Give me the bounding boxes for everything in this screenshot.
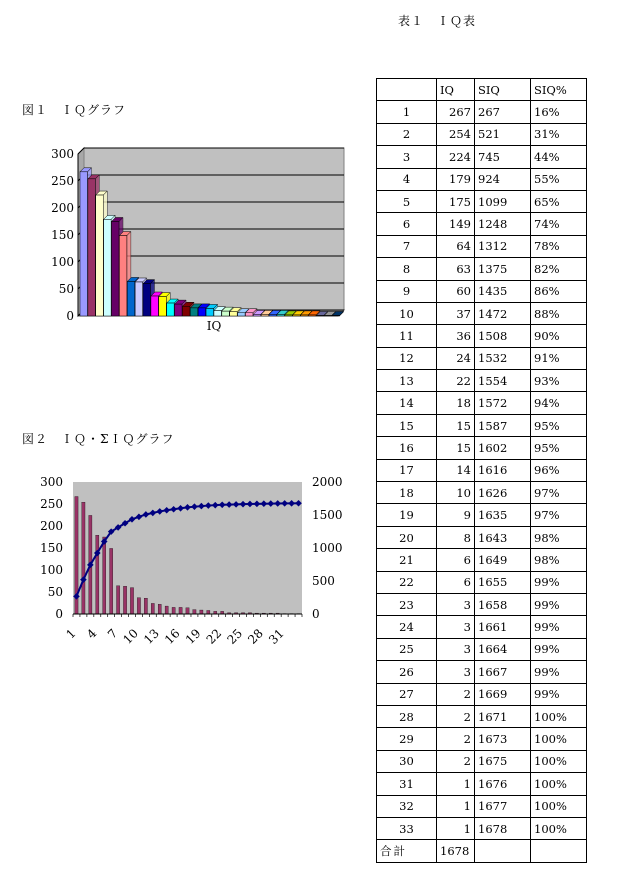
table-row <box>377 325 587 347</box>
table-cell: 99% <box>531 571 587 593</box>
table-cell: 18 <box>437 392 475 414</box>
table-cell: 1375 <box>475 258 531 280</box>
bar <box>123 586 126 614</box>
table-cell: 30 <box>377 750 437 772</box>
table-cell: 1602 <box>475 437 531 459</box>
table-row <box>377 235 587 257</box>
table-row <box>377 817 587 839</box>
y-tick-label: 0 <box>55 607 63 621</box>
table-header-cell: SIQ% <box>531 79 587 101</box>
table-cell: 521 <box>475 123 531 145</box>
figure1-title: 図１ ＩＱグラフ <box>22 103 127 117</box>
table-row <box>377 347 587 369</box>
table-cell: 60 <box>437 280 475 302</box>
y-tick-label: 200 <box>51 201 74 215</box>
table-cell: 3 <box>437 638 475 660</box>
table-cell: 20 <box>377 526 437 548</box>
table-cell: 10 <box>437 482 475 504</box>
table-cell: 267 <box>475 101 531 123</box>
table-cell: 179 <box>437 168 475 190</box>
x-axis-label: IQ <box>206 319 222 333</box>
y-tick-label: 300 <box>51 147 74 161</box>
table-row <box>377 773 587 795</box>
table-cell: 100% <box>531 705 587 727</box>
table-cell: 3 <box>377 146 437 168</box>
table-cell: 22 <box>437 370 475 392</box>
table-cell: 100% <box>531 728 587 750</box>
table-cell: 8 <box>377 258 437 280</box>
x-tick-label: 4 <box>84 626 100 642</box>
table-cell: 97% <box>531 504 587 526</box>
table-cell: 1587 <box>475 414 531 436</box>
table-cell: 175 <box>437 190 475 212</box>
table-cell: 2 <box>437 705 475 727</box>
y-tick-label: 100 <box>40 563 63 577</box>
table-row <box>377 795 587 817</box>
table-cell: 1667 <box>475 661 531 683</box>
table-cell: 100% <box>531 773 587 795</box>
table-cell: 2 <box>437 683 475 705</box>
bar <box>158 604 161 614</box>
y-tick-label: 200 <box>40 519 63 533</box>
table-row <box>377 728 587 750</box>
table-cell: 224 <box>437 146 475 168</box>
x-tick-label: 28 <box>245 626 266 647</box>
table-cell: 1677 <box>475 795 531 817</box>
y-tick-label: 250 <box>40 497 63 511</box>
table-cell: 1616 <box>475 459 531 481</box>
table-row <box>377 123 587 145</box>
table-cell: 95% <box>531 414 587 436</box>
table-cell: 1435 <box>475 280 531 302</box>
table-cell: 27 <box>377 683 437 705</box>
table-cell: 4 <box>377 168 437 190</box>
table-row <box>377 101 587 123</box>
bar <box>151 603 154 614</box>
table-cell: 267 <box>437 101 475 123</box>
table-cell: 98% <box>531 526 587 548</box>
table-row <box>377 414 587 436</box>
table-cell: 24 <box>377 616 437 638</box>
table-row <box>377 190 587 212</box>
table-cell: 1635 <box>475 504 531 526</box>
y2-tick-label: 0 <box>312 607 320 621</box>
table-cell: 15 <box>437 414 475 436</box>
table-cell: 28 <box>377 705 437 727</box>
x-tick-label: 10 <box>120 626 142 647</box>
table-cell: 98% <box>531 549 587 571</box>
table-cell: 91% <box>531 347 587 369</box>
table-cell: 64 <box>437 235 475 257</box>
table-row <box>377 213 587 235</box>
table-cell: 99% <box>531 638 587 660</box>
table-cell: 149 <box>437 213 475 235</box>
table-cell: 14 <box>437 459 475 481</box>
x-tick-label: 19 <box>182 626 204 647</box>
table-cell: 1649 <box>475 549 531 571</box>
table-cell: 924 <box>475 168 531 190</box>
table-cell: 78% <box>531 235 587 257</box>
plot-area <box>73 482 302 614</box>
table-cell: 100% <box>531 795 587 817</box>
bar <box>165 606 168 614</box>
table-cell: 1572 <box>475 392 531 414</box>
table-cell: 1664 <box>475 638 531 660</box>
table-cell: 2 <box>377 123 437 145</box>
table-cell: 37 <box>437 302 475 324</box>
table-row <box>377 146 587 168</box>
table-cell: 99% <box>531 661 587 683</box>
table-cell: 1643 <box>475 526 531 548</box>
y-tick-label: 300 <box>40 475 63 489</box>
table-row <box>377 638 587 660</box>
table-cell: 1626 <box>475 482 531 504</box>
table-row <box>377 370 587 392</box>
bar <box>193 610 196 614</box>
table-title: 表１ ＩＱ表 <box>398 14 477 28</box>
table-cell: 1472 <box>475 302 531 324</box>
table-row <box>377 526 587 548</box>
table-cell: 18 <box>377 482 437 504</box>
table-cell: 1312 <box>475 235 531 257</box>
table-cell: 2 <box>437 750 475 772</box>
total-value: 1678 <box>437 840 475 862</box>
table-cell: 3 <box>437 593 475 615</box>
table-row <box>377 705 587 727</box>
table-cell: 1508 <box>475 325 531 347</box>
table-cell: 1 <box>437 773 475 795</box>
table-row <box>377 280 587 302</box>
table-row <box>377 593 587 615</box>
bar <box>186 608 189 614</box>
table-row <box>377 750 587 772</box>
bar <box>144 598 147 614</box>
table-cell: 99% <box>531 593 587 615</box>
table-row <box>377 459 587 481</box>
table-cell: 33 <box>377 817 437 839</box>
table-cell: 1 <box>437 817 475 839</box>
table-cell: 254 <box>437 123 475 145</box>
table-cell: 1532 <box>475 347 531 369</box>
table-row <box>377 616 587 638</box>
table-cell: 96% <box>531 459 587 481</box>
table-cell: 1248 <box>475 213 531 235</box>
table-header-cell: SIQ <box>475 79 531 101</box>
table-row <box>377 302 587 324</box>
bar <box>82 502 85 614</box>
table-cell: 65% <box>531 190 587 212</box>
table-row <box>377 437 587 459</box>
table-cell: 97% <box>531 482 587 504</box>
table-cell: 55% <box>531 168 587 190</box>
table-cell: 44% <box>531 146 587 168</box>
table-cell: 22 <box>377 571 437 593</box>
table-cell: 16% <box>531 101 587 123</box>
table-cell: 1673 <box>475 728 531 750</box>
table-cell: 19 <box>377 504 437 526</box>
table-cell: 90% <box>531 325 587 347</box>
table-header-row <box>377 79 587 101</box>
table-cell: 24 <box>437 347 475 369</box>
table-cell: 26 <box>377 661 437 683</box>
x-tick-label: 22 <box>203 626 225 647</box>
y2-tick-label: 500 <box>312 574 335 588</box>
x-tick-label: 7 <box>104 626 121 642</box>
table-cell: 15 <box>437 437 475 459</box>
table-cell: 1675 <box>475 750 531 772</box>
iq-table <box>376 78 587 863</box>
table-cell: 1678 <box>475 817 531 839</box>
table-cell: 100% <box>531 817 587 839</box>
table-cell: 82% <box>531 258 587 280</box>
x-tick-label: 16 <box>161 626 183 647</box>
table-cell: 21 <box>377 549 437 571</box>
y-tick-label: 50 <box>47 585 63 599</box>
y2-tick-label: 1000 <box>312 541 343 555</box>
y-tick-label: 0 <box>66 309 74 323</box>
y2-tick-label: 1500 <box>312 508 343 522</box>
table-cell: 5 <box>377 190 437 212</box>
bar <box>137 598 140 614</box>
x-tick-label: 25 <box>224 626 246 647</box>
table-cell: 14 <box>377 392 437 414</box>
table-cell: 9 <box>377 280 437 302</box>
bar <box>96 535 99 614</box>
table-cell: 99% <box>531 616 587 638</box>
table-cell: 745 <box>475 146 531 168</box>
bar <box>110 548 113 614</box>
table-row <box>377 392 587 414</box>
table-cell: 94% <box>531 392 587 414</box>
x-tick-label: 31 <box>266 626 287 647</box>
table-cell: 6 <box>437 571 475 593</box>
table-cell: 1658 <box>475 593 531 615</box>
y-tick-label: 100 <box>51 255 74 269</box>
table-row <box>377 504 587 526</box>
x-tick-label: 1 <box>63 626 79 642</box>
table-cell: 99% <box>531 683 587 705</box>
table-cell <box>531 840 587 862</box>
table-header-cell <box>377 79 437 101</box>
y-tick-label: 150 <box>51 228 74 242</box>
table-cell: 100% <box>531 750 587 772</box>
table-cell: 74% <box>531 213 587 235</box>
table-cell: 25 <box>377 638 437 660</box>
y-tick-label: 250 <box>51 174 74 188</box>
table-cell: 12 <box>377 347 437 369</box>
table-cell: 1661 <box>475 616 531 638</box>
table-cell: 6 <box>437 549 475 571</box>
y-tick-label: 50 <box>58 282 74 296</box>
bar <box>103 537 106 614</box>
total-label: 合計 <box>377 840 437 862</box>
table-cell: 1669 <box>475 683 531 705</box>
iq-cumulative-chart <box>0 0 370 660</box>
table-cell: 6 <box>377 213 437 235</box>
bar <box>117 586 120 614</box>
table-cell: 63 <box>437 258 475 280</box>
table-cell: 23 <box>377 593 437 615</box>
table-cell: 16 <box>377 437 437 459</box>
y-tick-label: 150 <box>40 541 63 555</box>
table-cell: 3 <box>437 616 475 638</box>
table-row <box>377 168 587 190</box>
table-row <box>377 549 587 571</box>
table-cell: 1554 <box>475 370 531 392</box>
table-cell: 36 <box>437 325 475 347</box>
table-cell: 31 <box>377 773 437 795</box>
table-cell: 29 <box>377 728 437 750</box>
table-cell: 95% <box>531 437 587 459</box>
table-cell: 7 <box>377 235 437 257</box>
table-cell: 2 <box>437 728 475 750</box>
table-cell: 3 <box>437 661 475 683</box>
table-cell: 8 <box>437 526 475 548</box>
bar <box>172 607 175 614</box>
table-row <box>377 661 587 683</box>
table-cell: 9 <box>437 504 475 526</box>
table-cell: 10 <box>377 302 437 324</box>
table-total-row <box>377 840 587 862</box>
table-cell: 31% <box>531 123 587 145</box>
table-cell: 1676 <box>475 773 531 795</box>
table-cell: 1 <box>437 795 475 817</box>
bar <box>207 610 210 614</box>
table-cell: 11 <box>377 325 437 347</box>
bar <box>130 588 133 614</box>
bar <box>200 610 203 614</box>
table-cell: 93% <box>531 370 587 392</box>
table-row <box>377 571 587 593</box>
table-cell: 1 <box>377 101 437 123</box>
table-cell: 1099 <box>475 190 531 212</box>
bar <box>179 607 182 614</box>
table-cell: 17 <box>377 459 437 481</box>
table-cell: 1655 <box>475 571 531 593</box>
table-cell: 88% <box>531 302 587 324</box>
table-cell: 32 <box>377 795 437 817</box>
x-tick-label: 13 <box>141 626 162 647</box>
table-cell: 15 <box>377 414 437 436</box>
table-cell: 13 <box>377 370 437 392</box>
table-row <box>377 482 587 504</box>
table-row <box>377 683 587 705</box>
figure2-title: 図２ ＩＱ・ΣＩＱグラフ <box>22 432 175 446</box>
table-header-cell: IQ <box>437 79 475 101</box>
table-cell: 86% <box>531 280 587 302</box>
y2-tick-label: 2000 <box>312 475 343 489</box>
table-row <box>377 258 587 280</box>
table-cell: 1671 <box>475 705 531 727</box>
table-cell <box>475 840 531 862</box>
